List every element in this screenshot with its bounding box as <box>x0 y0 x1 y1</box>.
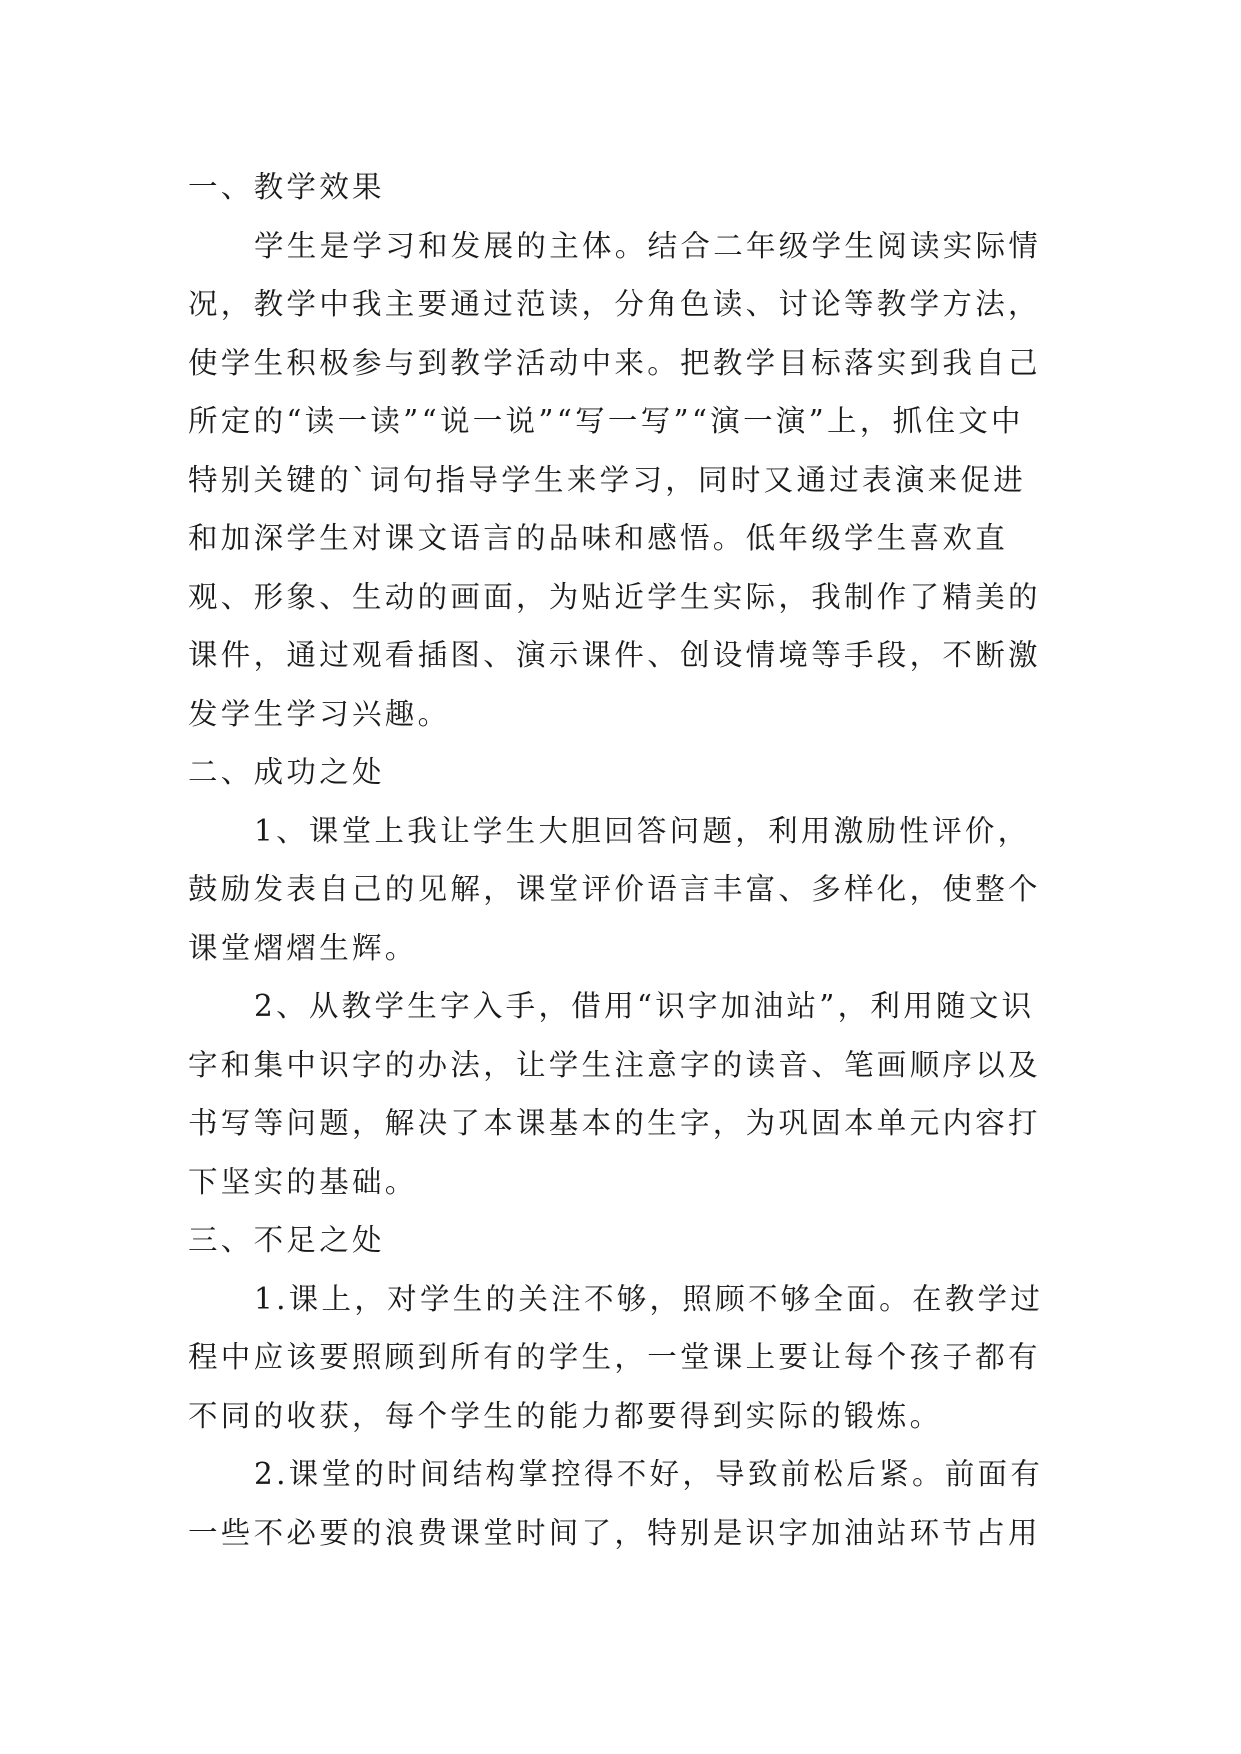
section-heading-teaching-effect: 一、教学效果 <box>188 170 385 204</box>
paragraph-success-1: 1、课堂上我让学生大胆回答问题，利用激励性评价，鼓励发表自己的见解，课堂评价语言丰富、多样化，使整个课堂熠熠生辉。 <box>188 813 1041 965</box>
section-heading-successes: 二、成功之处 <box>188 755 385 789</box>
paragraph-teaching-effect: 学生是学习和发展的主体。结合二年级学生阅读实际情况，教学中我主要通过范读，分角色读、讨论等教学方法，使学生积极参与到教学活动中来。把教学目标落实到我自己所定的“读一读”“说一说”“写一写”“演一演”上，抓住文中特别关键的`词句指导学生来学习，同时又通过表演来促进和加深学生对课文语言的品味和感悟。低年级学生喜欢直观、形象、生动的画面，为贴近学生实际，我制作了精美的课件，通过观看插图、演示课件、创设情境等手段，不断激发学生学习兴趣。 <box>188 228 1042 731</box>
section-heading-shortcomings: 三、不足之处 <box>188 1223 385 1257</box>
document-body <box>188 158 1050 1562</box>
paragraph-shortcoming-2: 2.课堂的时间结构掌控得不好，导致前松后紧。前面有一些不必要的浪费课堂时间了，特别是识字加油站环节占用 <box>188 1457 1044 1550</box>
paragraph-shortcoming-1: 1.课上，对学生的关注不够，照顾不够全面。在教学过程中应该要照顾到所有的学生，一堂课上要让每个孩子都有不同的收获，每个学生的能力都要得到实际的锻炼。 <box>188 1281 1044 1433</box>
paragraph-success-2: 2、从教学生字入手，借用“识字加油站”，利用随文识字和集中识字的办法，让学生注意字的读音、笔画顺序以及书写等问题，解决了本课基本的生字，为巩固本单元内容打下坚实的基础。 <box>188 989 1041 1199</box>
